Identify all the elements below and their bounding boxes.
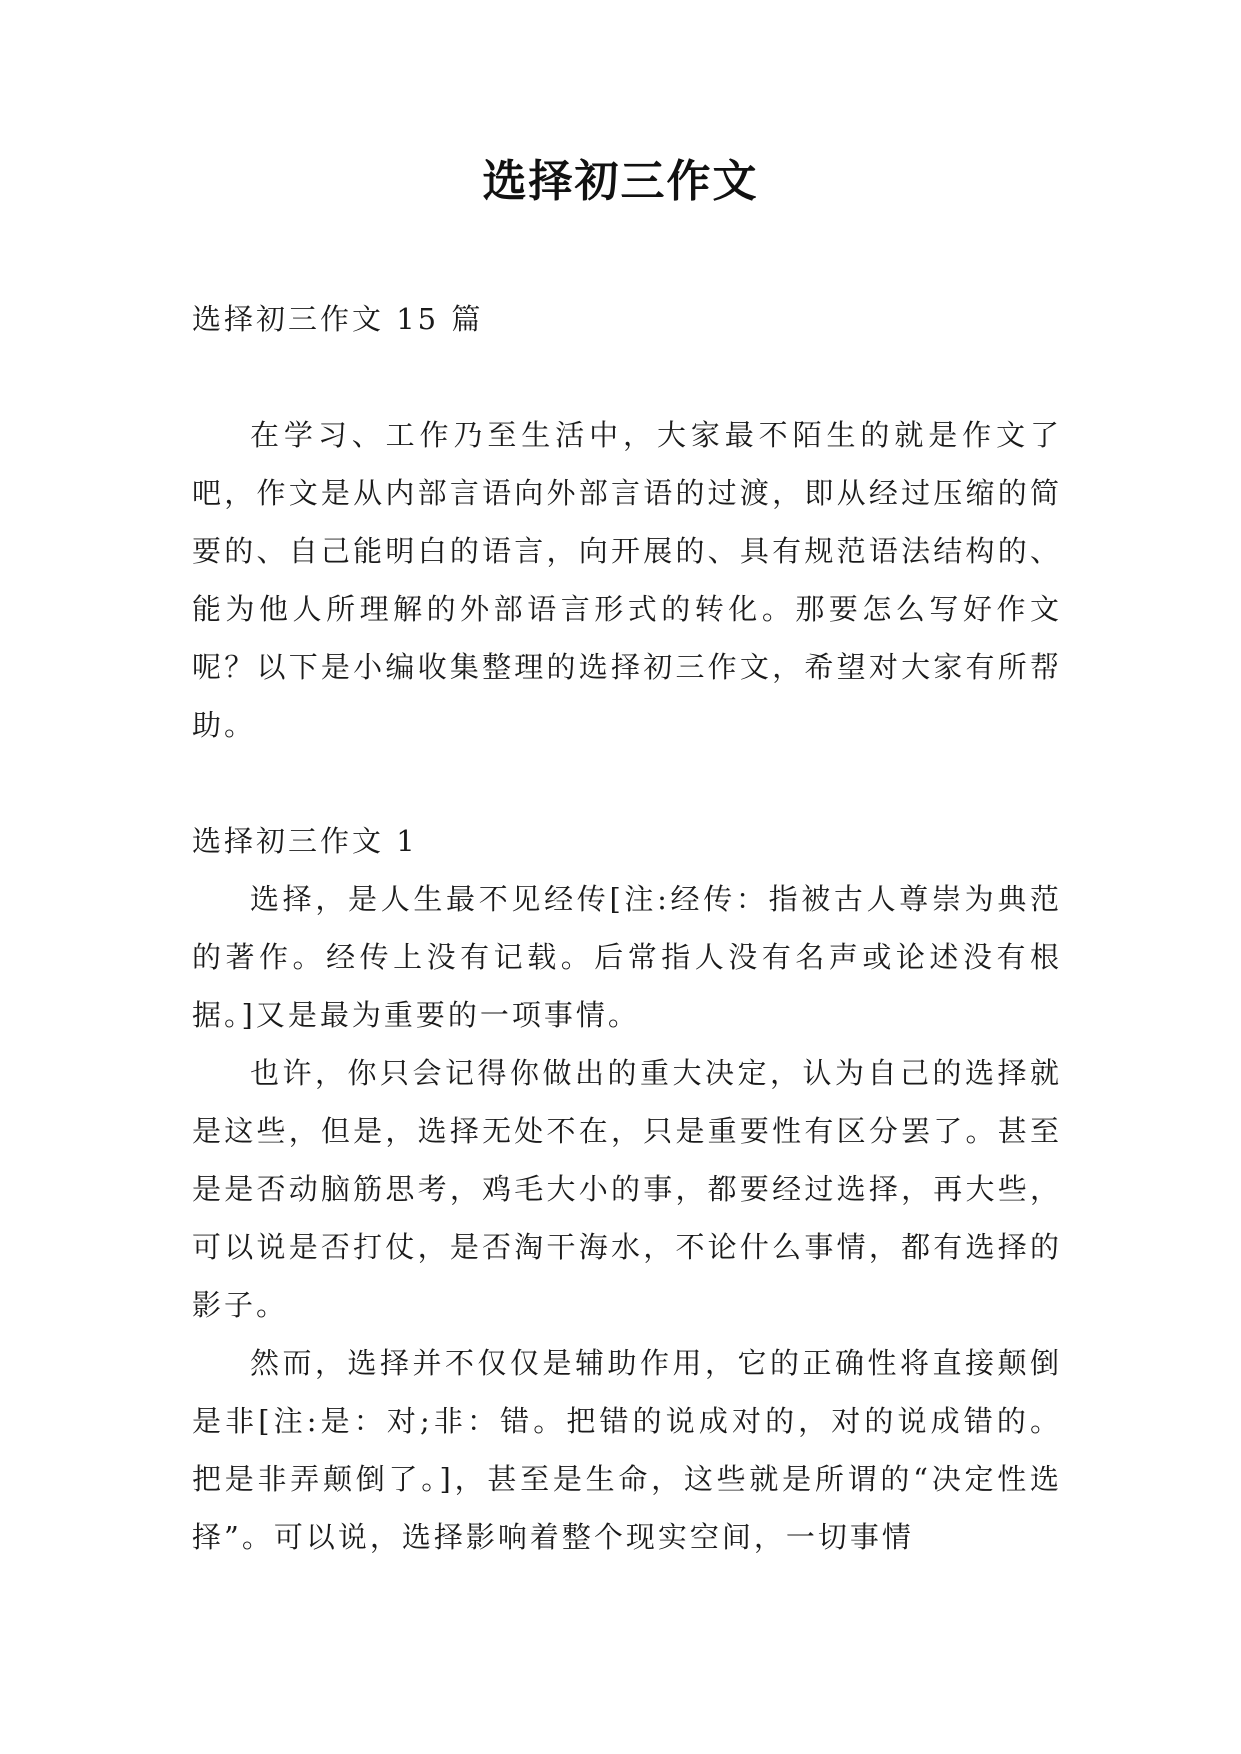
intro-paragraph: 在学习、工作乃至生活中，大家最不陌生的就是作文了吧，作文是从内部言语向外部言语的过渡，即从经过压缩的简要的、自己能明白的语言，向开展的、具有规范语法结构的、能为他人所理解的外部语言形式的转化。那要怎么写好作文呢？以下是小编收集整理的选择初三作文，希望对大家有所帮助。: [192, 418, 1062, 742]
document-body: [192, 290, 1062, 1566]
body-paragraph: 选择，是人生最不见经传[注:经传：指被古人尊崇为典范的著作。经传上没有记载。后常指人没有名声或论述没有根据。]又是最为重要的一项事情。: [192, 882, 1062, 1032]
document-subtitle: 选择初三作文 15 篇: [192, 302, 484, 336]
section-heading: 选择初三作文 1: [192, 824, 418, 858]
body-paragraph: 然而，选择并不仅仅是辅助作用，它的正确性将直接颠倒是非[注:是：对;非：错。把错的说成对的，对的说成错的。把是非弄颠倒了。]，甚至是生命，这些就是所谓的“决定性选择”。可以说，选择影响着整个现实空间，一切事情: [192, 1346, 1062, 1554]
document-title: 选择初三作文: [482, 156, 759, 207]
body-paragraph: 也许，你只会记得你做出的重大决定，认为自己的选择就是这些，但是，选择无处不在，只是重要性有区分罢了。甚至是是否动脑筋思考，鸡毛大小的事，都要经过选择，再大些，可以说是否打仗，是否淘干海水，不论什么事情，都有选择的影子。: [192, 1056, 1062, 1322]
